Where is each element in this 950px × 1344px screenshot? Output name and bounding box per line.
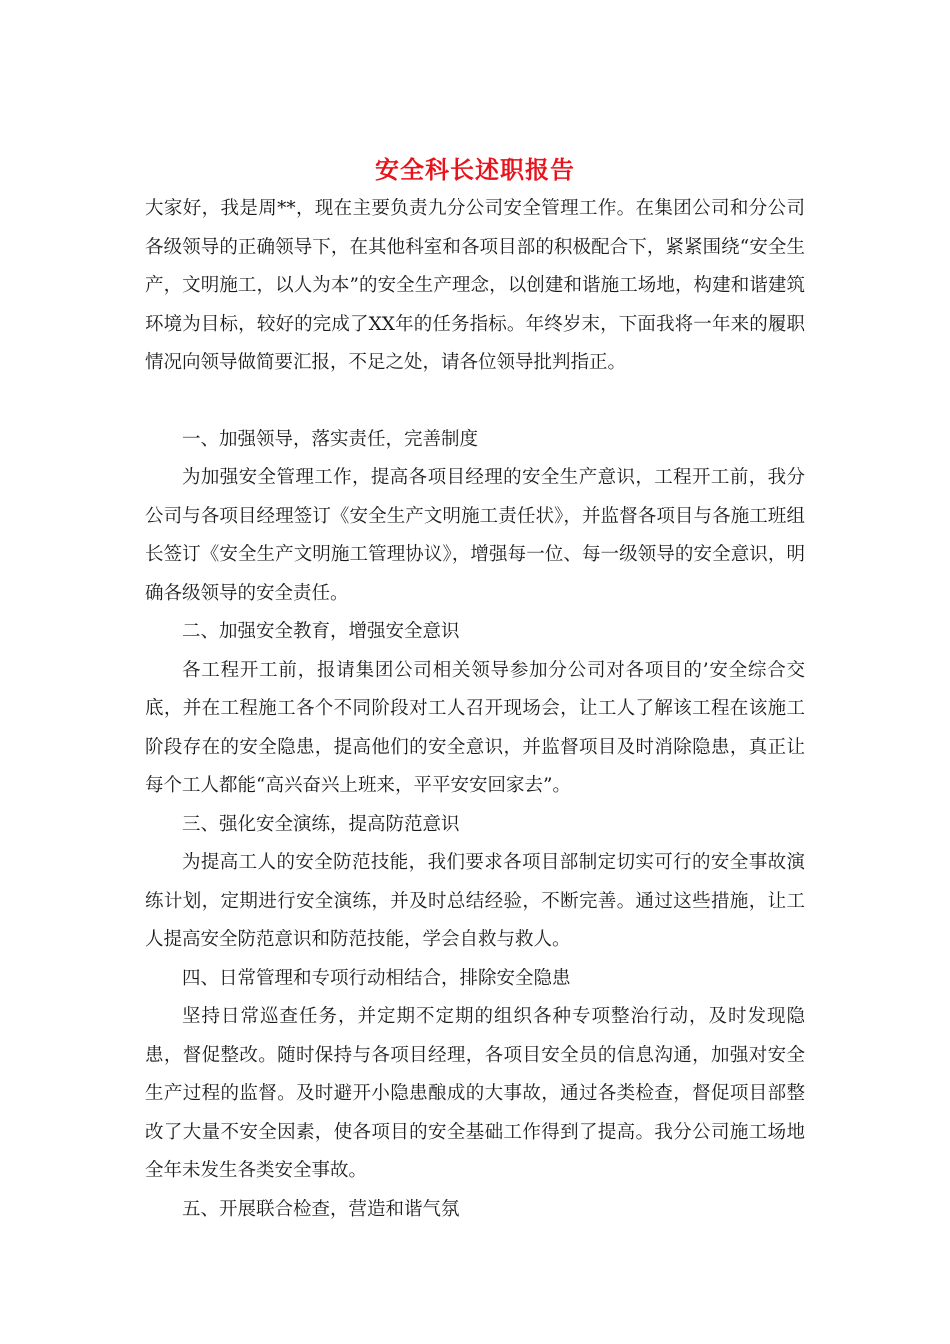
section-body-3: 为提高工人的安全防范技能，我们要求各项目部制定切实可行的安全事故演练计划，定期进行安全演练，并及时总结经验，不断完善。通过这些措施，让工人提高安全防范意识和防范技能，学会自救与救人。 [145, 852, 805, 950]
section-heading-2: 二、加强安全教育，增强安全意识 [182, 621, 460, 642]
document-page [145, 150, 805, 1229]
section-body-4: 坚持日常巡查任务，并定期不定期的组织各种专项整治行动，及时发现隐患，督促整改。随时保持与各项目经理，各项目安全员的信息沟通，加强对安全生产过程的监督。及时避开小隐患酿成的大事故，通过各类检查，督促项目部整改了大量不安全因素，使各项目的安全基础工作得到了提高。我分公司施工场地全年未发生各类安全事故。 [145, 1006, 805, 1181]
section-heading-5: 五、开展联合检查，营造和谐气氛 [182, 1198, 460, 1220]
document-title: 安全科长述职报告 [375, 155, 575, 184]
section-heading-4: 四、日常管理和专项行动相结合，排除安全隐患 [182, 967, 571, 989]
intro-paragraph: 大家好，我是周**，现在主要负责九分公司安全管理工作。在集团公司和分公司各级领导的正确领导下，在其他科室和各项目部的积极配合下，紧紧围绕“安全生产，文明施工，以人为本”的安全生产理念，以创建和谐施工场地，构建和谐建筑环境为目标，较好的完成了XX年的任务指标。年终岁末，下面我将一年来的履职情况向领导做简要汇报，不足之处，请各位领导批判指正。 [145, 198, 805, 373]
section-heading-1: 一、加强领导，落实责任，完善制度 [182, 428, 479, 450]
section-body-2: 各工程开工前，报请集团公司相关领导参加分公司对各项目的’安全综合交底，并在工程施工各个不同阶段对工人召开现场会，让工人了解该工程在该施工阶段存在的安全隐患，提高他们的安全意识，并监督项目及时消除隐患，真正让每个工人都能“高兴奋兴上班来，平平安安回家去”。 [145, 659, 805, 796]
section-body-1: 为加强安全管理工作，提高各项目经理的安全生产意识，工程开工前，我分公司与各项目经理签订《安全生产文明施工责任状》，并监督各项目与各施工班组长签订《安全生产文明施工管理协议》，增强每一位、每一级领导的安全意识，明确各级领导的安全责任。 [145, 467, 805, 604]
paragraph-gap [145, 383, 805, 421]
section-heading-3: 三、强化安全演练，提高防范意识 [182, 813, 460, 835]
